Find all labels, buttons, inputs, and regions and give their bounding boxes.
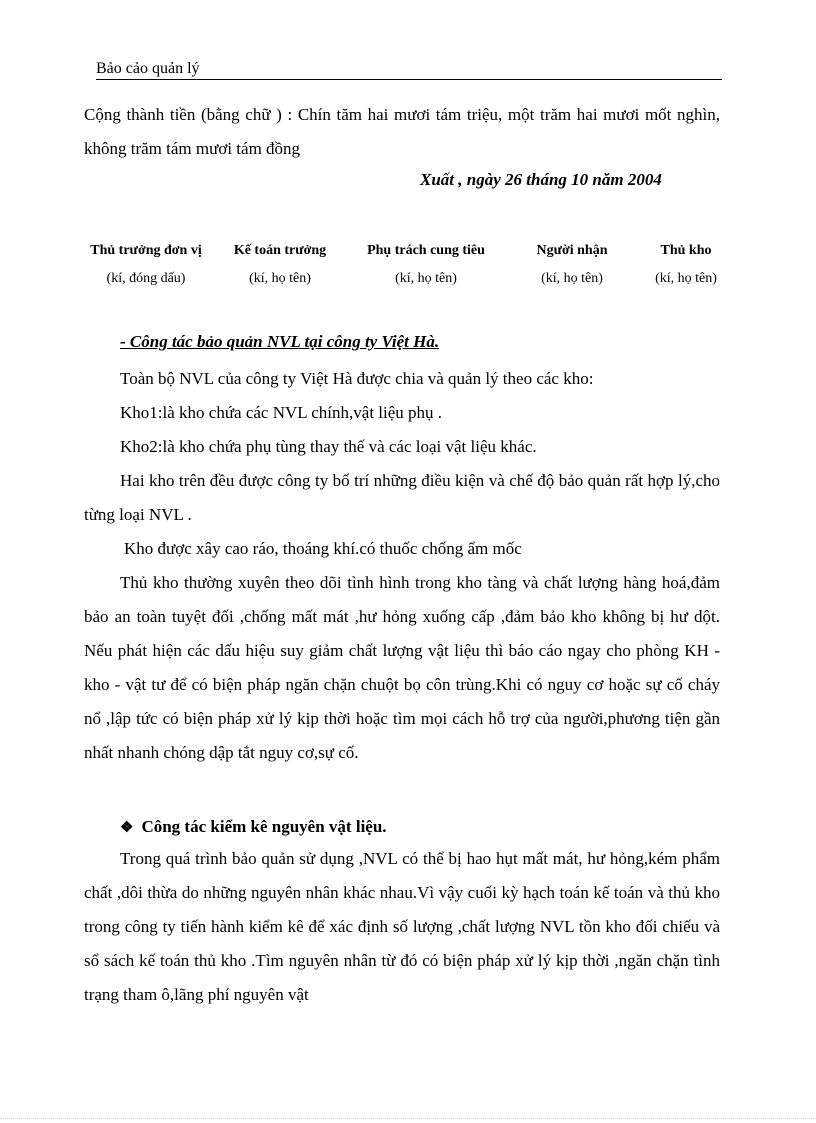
total-in-words: Cộng thành tiền (bằng chữ ) : Chín tăm hai mươi tám triệu, một trăm hai mươi mốt nghìn, không trăm tám mươi tám đồng (84, 105, 720, 158)
storage-heading: - Công tác bảo quản NVL tại công ty Việt Hà. (120, 332, 440, 351)
signature-title: Người nhận (536, 243, 608, 258)
storage-line-2: Kho1:là kho chứa các NVL chính,vật liệu phụ . (120, 403, 443, 422)
signature-block-chief-accountant (222, 240, 338, 290)
storage-line-3: Kho2:là kho chứa phụ tùng thay thế và các loại vật liệu khác. (120, 437, 537, 456)
inventory-paragraph: Trong quá trình bảo quản sử dụng ,NVL có thể bị hao hụt mất mát, hư hỏng,kém phẩm chất ,dôi thừa do những nguyên nhân khác nhau.Vì vậy cuối kỳ hạch toán kế toán và thủ kho trong công ty tiến hành kiểm kê để xác định số lượng ,chất lượng NVL tồn kho đối chiếu và sổ sách kế toán thủ kho .Tìm nguyên nhân từ đó có biện pháp xử lý kịp thời ,ngăn chặn tình trạng tham ô,lãng phí nguyên vật (84, 849, 720, 1004)
signature-block-receiver (520, 240, 624, 290)
signature-note: (kí, họ tên) (395, 271, 457, 286)
storage-paragraph-1: Hai kho trên đều được công ty bố trí những điều kiện và chế độ bảo quản rất hợp lý,cho từng loại NVL . (84, 471, 720, 524)
page-header: Bảo cảo quản lý (96, 60, 722, 80)
inventory-section-title (120, 810, 387, 845)
storage-line-1: Toàn bộ NVL của công ty Việt Hà được chia và quản lý theo các kho: (120, 369, 594, 388)
signature-block-head (86, 240, 206, 290)
storage-line-4: Kho được xây cao ráo, thoáng khí.có thuốc chống ẩm mốc (124, 539, 522, 558)
signature-title: Thủ trưởng đơn vị (90, 243, 202, 258)
signature-block-storekeeper (640, 240, 732, 290)
storage-paragraph-2: Thủ kho thường xuyên theo dõi tình hình trong kho tàng và chất lượng hàng hoá,đảm bảo an toàn tuyệt đối ,chống mất mát ,hư hỏng xuống cấp ,đảm bảo kho không bị hư dột. Nếu phát hiện các dấu hiệu suy giảm chất lượng vật liệu thì báo cáo ngay cho phòng KH -kho - vật tư để có biện pháp ngăn chặn chuột bọ côn trùng.Khi có nguy cơ hoặc sự cố cháy nổ ,lập tức có biện pháp xử lý kịp thời hoặc tìm mọi cách hỗ trợ của người,phương tiện gần nhất nhanh chóng dập tắt nguy cơ,sự cố. (84, 573, 720, 762)
diamond-bullet-icon: ❖ (120, 820, 134, 836)
signature-note: (kí, họ tên) (541, 271, 603, 286)
signature-title: Thủ kho (660, 243, 712, 258)
signature-title: Kế toán trưởng (233, 243, 327, 258)
signature-note: (kí, họ tên) (249, 271, 311, 286)
signature-note: (kí, họ tên) (655, 271, 717, 286)
signature-block-supply (350, 240, 502, 290)
signature-title: Phụ trách cung tiêu (367, 243, 485, 258)
page-edge-divider (0, 1118, 816, 1119)
signature-note: (kí, đóng dấu) (106, 271, 186, 286)
date-line: Xuất , ngày 26 tháng 10 năm 2004 (420, 170, 662, 189)
inventory-title-text: Công tác kiểm kê nguyên vật liệu. (141, 817, 387, 836)
